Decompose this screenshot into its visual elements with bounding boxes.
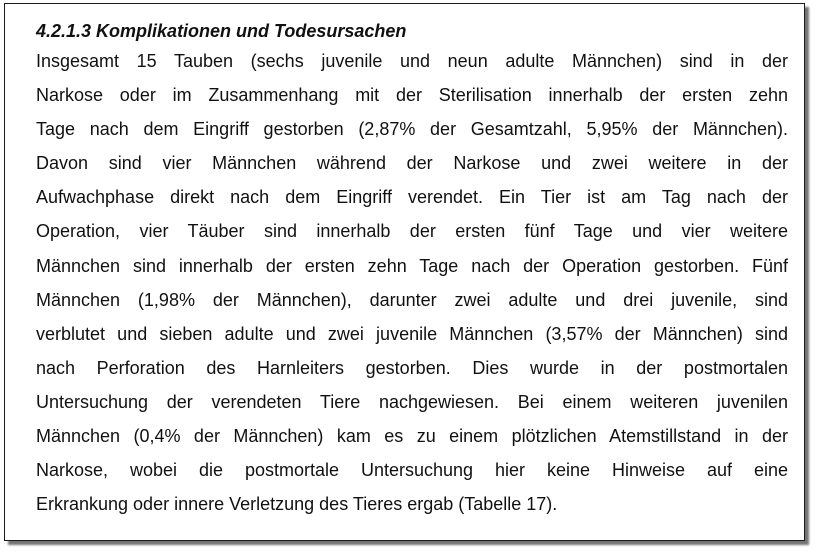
paragraph-line: Untersuchung der verendeten Tiere nachgewiesen. Bei einem weiteren juvenilen: [36, 391, 788, 412]
paragraph-line: Insgesamt 15 Tauben (sechs juvenile und neun adulte Männchen) sind in der: [36, 51, 788, 71]
document-frame: [4, 3, 805, 541]
section-paragraph: [36, 44, 788, 521]
paragraph-line: nach Perforation des Harnleiters gestorben. Dies wurde in der postmortalen: [36, 357, 788, 378]
paragraph-line: Narkose oder im Zusammenhang mit der Sterilisation innerhalb der ersten zehn: [36, 85, 788, 106]
paragraph-line: Männchen sind innerhalb der ersten zehn Tage nach der Operation gestorben. Fünf: [36, 255, 788, 276]
paragraph-line: Narkose, wobei die postmortale Untersuchung hier keine Hinweise auf eine: [36, 460, 788, 481]
paragraph-line: Davon sind vier Männchen während der Narkose und zwei weitere in der: [36, 153, 788, 174]
document-content: [36, 18, 788, 521]
paragraph-line: verblutet und sieben adulte und zwei juvenile Männchen (3,57% der Männchen) sind: [36, 323, 788, 344]
paragraph-line: Erkrankung oder innere Verletzung des Tieres ergab (Tabelle 17).: [36, 494, 558, 515]
paragraph-line: Aufwachphase direkt nach dem Eingriff verendet. Ein Tier ist am Tag nach der: [36, 187, 788, 208]
paragraph-line: Operation, vier Täuber sind innerhalb der ersten fünf Tage und vier weitere: [36, 221, 788, 242]
paragraph-line: Männchen (1,98% der Männchen), darunter zwei adulte und drei juvenile, sind: [36, 289, 788, 310]
paragraph-line: Tage nach dem Eingriff gestorben (2,87% der Gesamtzahl, 5,95% der Männchen).: [36, 119, 788, 140]
section-heading: 4.2.1.3 Komplikationen und Todesursachen: [36, 21, 407, 41]
paragraph-line: Männchen (0,4% der Männchen) kam es zu einem plötzlichen Atemstillstand in der: [36, 426, 788, 447]
